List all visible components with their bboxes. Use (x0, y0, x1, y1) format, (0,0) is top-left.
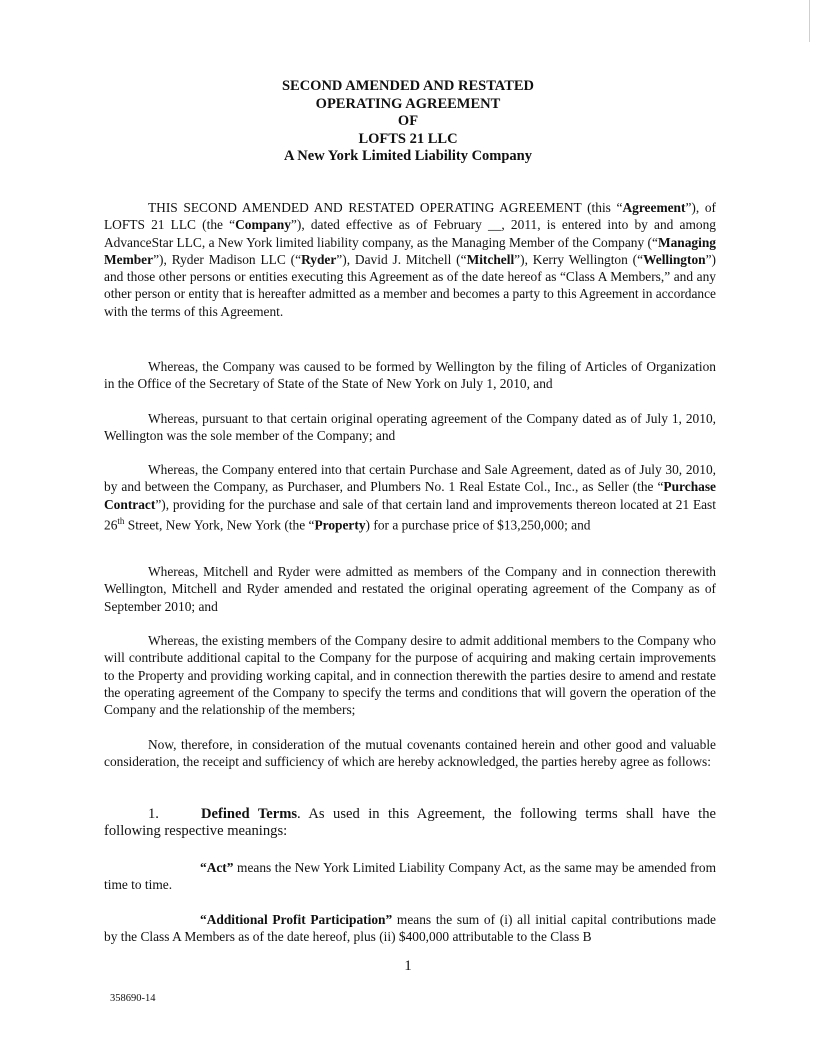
now-therefore-paragraph: Now, therefore, in consideration of the mutual covenants contained herein and other good and valuable consideration, the receipt and sufficiency of which are hereby acknowledged, the parties hereby agree as follows: (104, 737, 716, 770)
title-line-4: LOFTS 21 LLC (358, 130, 458, 147)
whereas-paragraph-1: Whereas, the Company was caused to be formed by Wellington by the filing of Articles of Organization in the Office of the Secretary of State of the State of New York on July 1, 2010, and (104, 359, 716, 392)
whereas-paragraph-4: Whereas, Mitchell and Ryder were admitted as members of the Company and in connection therewith Wellington, Mitchell and Ryder amended and restated the original operating agreement of the Company as of September 2010; and (104, 564, 716, 614)
page-number: 1 (404, 958, 412, 974)
title-line-5: A New York Limited Liability Company (284, 148, 532, 164)
intro-paragraph: THIS SECOND AMENDED AND RESTATED OPERATING AGREEMENT (this “Agreement”), of LOFTS 21 LLC (the “Company”), dated effective as of February __, 2011, is entered into by and among AdvanceStar LLC, a New York limited liability company, as the Managing Member of the Company (“Managing Member”), Ryder Madison LLC (“Ryder”), David J. Mitchell (“Mitchell”), Kerry Wellington (“Wellington”) and those other persons or entities executing this Agreement as of the date hereof as “Class A Members,” and any other person or entity that is hereafter admitted as a member and becomes a party to this Agreement in accordance with the terms of this Agreement. (104, 200, 717, 319)
document-title (0, 78, 816, 166)
title-line-1: SECOND AMENDED AND RESTATED (281, 78, 535, 94)
document-id: 358690-14 (110, 993, 156, 1004)
scan-edge-mark (809, 0, 810, 42)
title-line-3: OF (397, 113, 419, 129)
definition-additional-profit-participation: “Additional Profit Participation” means the sum of (i) all initial capital contributions made by the Class A Members as of the date hereof, plus (ii) $400,000 attributable to the Class B (104, 912, 716, 945)
section-1-heading: 1. Defined Terms. As used in this Agreement, the following terms shall have the following respective meanings: (104, 806, 716, 840)
definition-act: “Act” means the New York Limited Liability Company Act, as the same may be amended from time to time. (104, 860, 716, 893)
whereas-paragraph-3: Whereas, the Company entered into that certain Purchase and Sale Agreement, dated as of July 30, 2010, by and between the Company, as Purchaser, and Plumbers No. 1 Real Estate Col., Inc., as Seller (the “Purchase Contract”), providing for the purchase and sale of that certain land and improvements thereon located at 21 East 26th Street, New York, New York (the “Property) for a purchase price of $13,250,000; and (104, 462, 716, 533)
title-line-2: OPERATING AGREEMENT (315, 95, 501, 112)
whereas-paragraph-2: Whereas, pursuant to that certain original operating agreement of the Company dated as of July 1, 2010, Wellington was the sole member of the Company; and (104, 411, 716, 444)
whereas-paragraph-5: Whereas, the existing members of the Company desire to admit additional members to the Company who will contribute additional capital to the Company for the purpose of acquiring and making certain improvements to the Property and providing working capital, and in connection therewith the parties desire to amend and restate the operating agreement of the Company to specify the terms and conditions that will govern the operation of the Company and the relationship of the members; (104, 633, 716, 718)
